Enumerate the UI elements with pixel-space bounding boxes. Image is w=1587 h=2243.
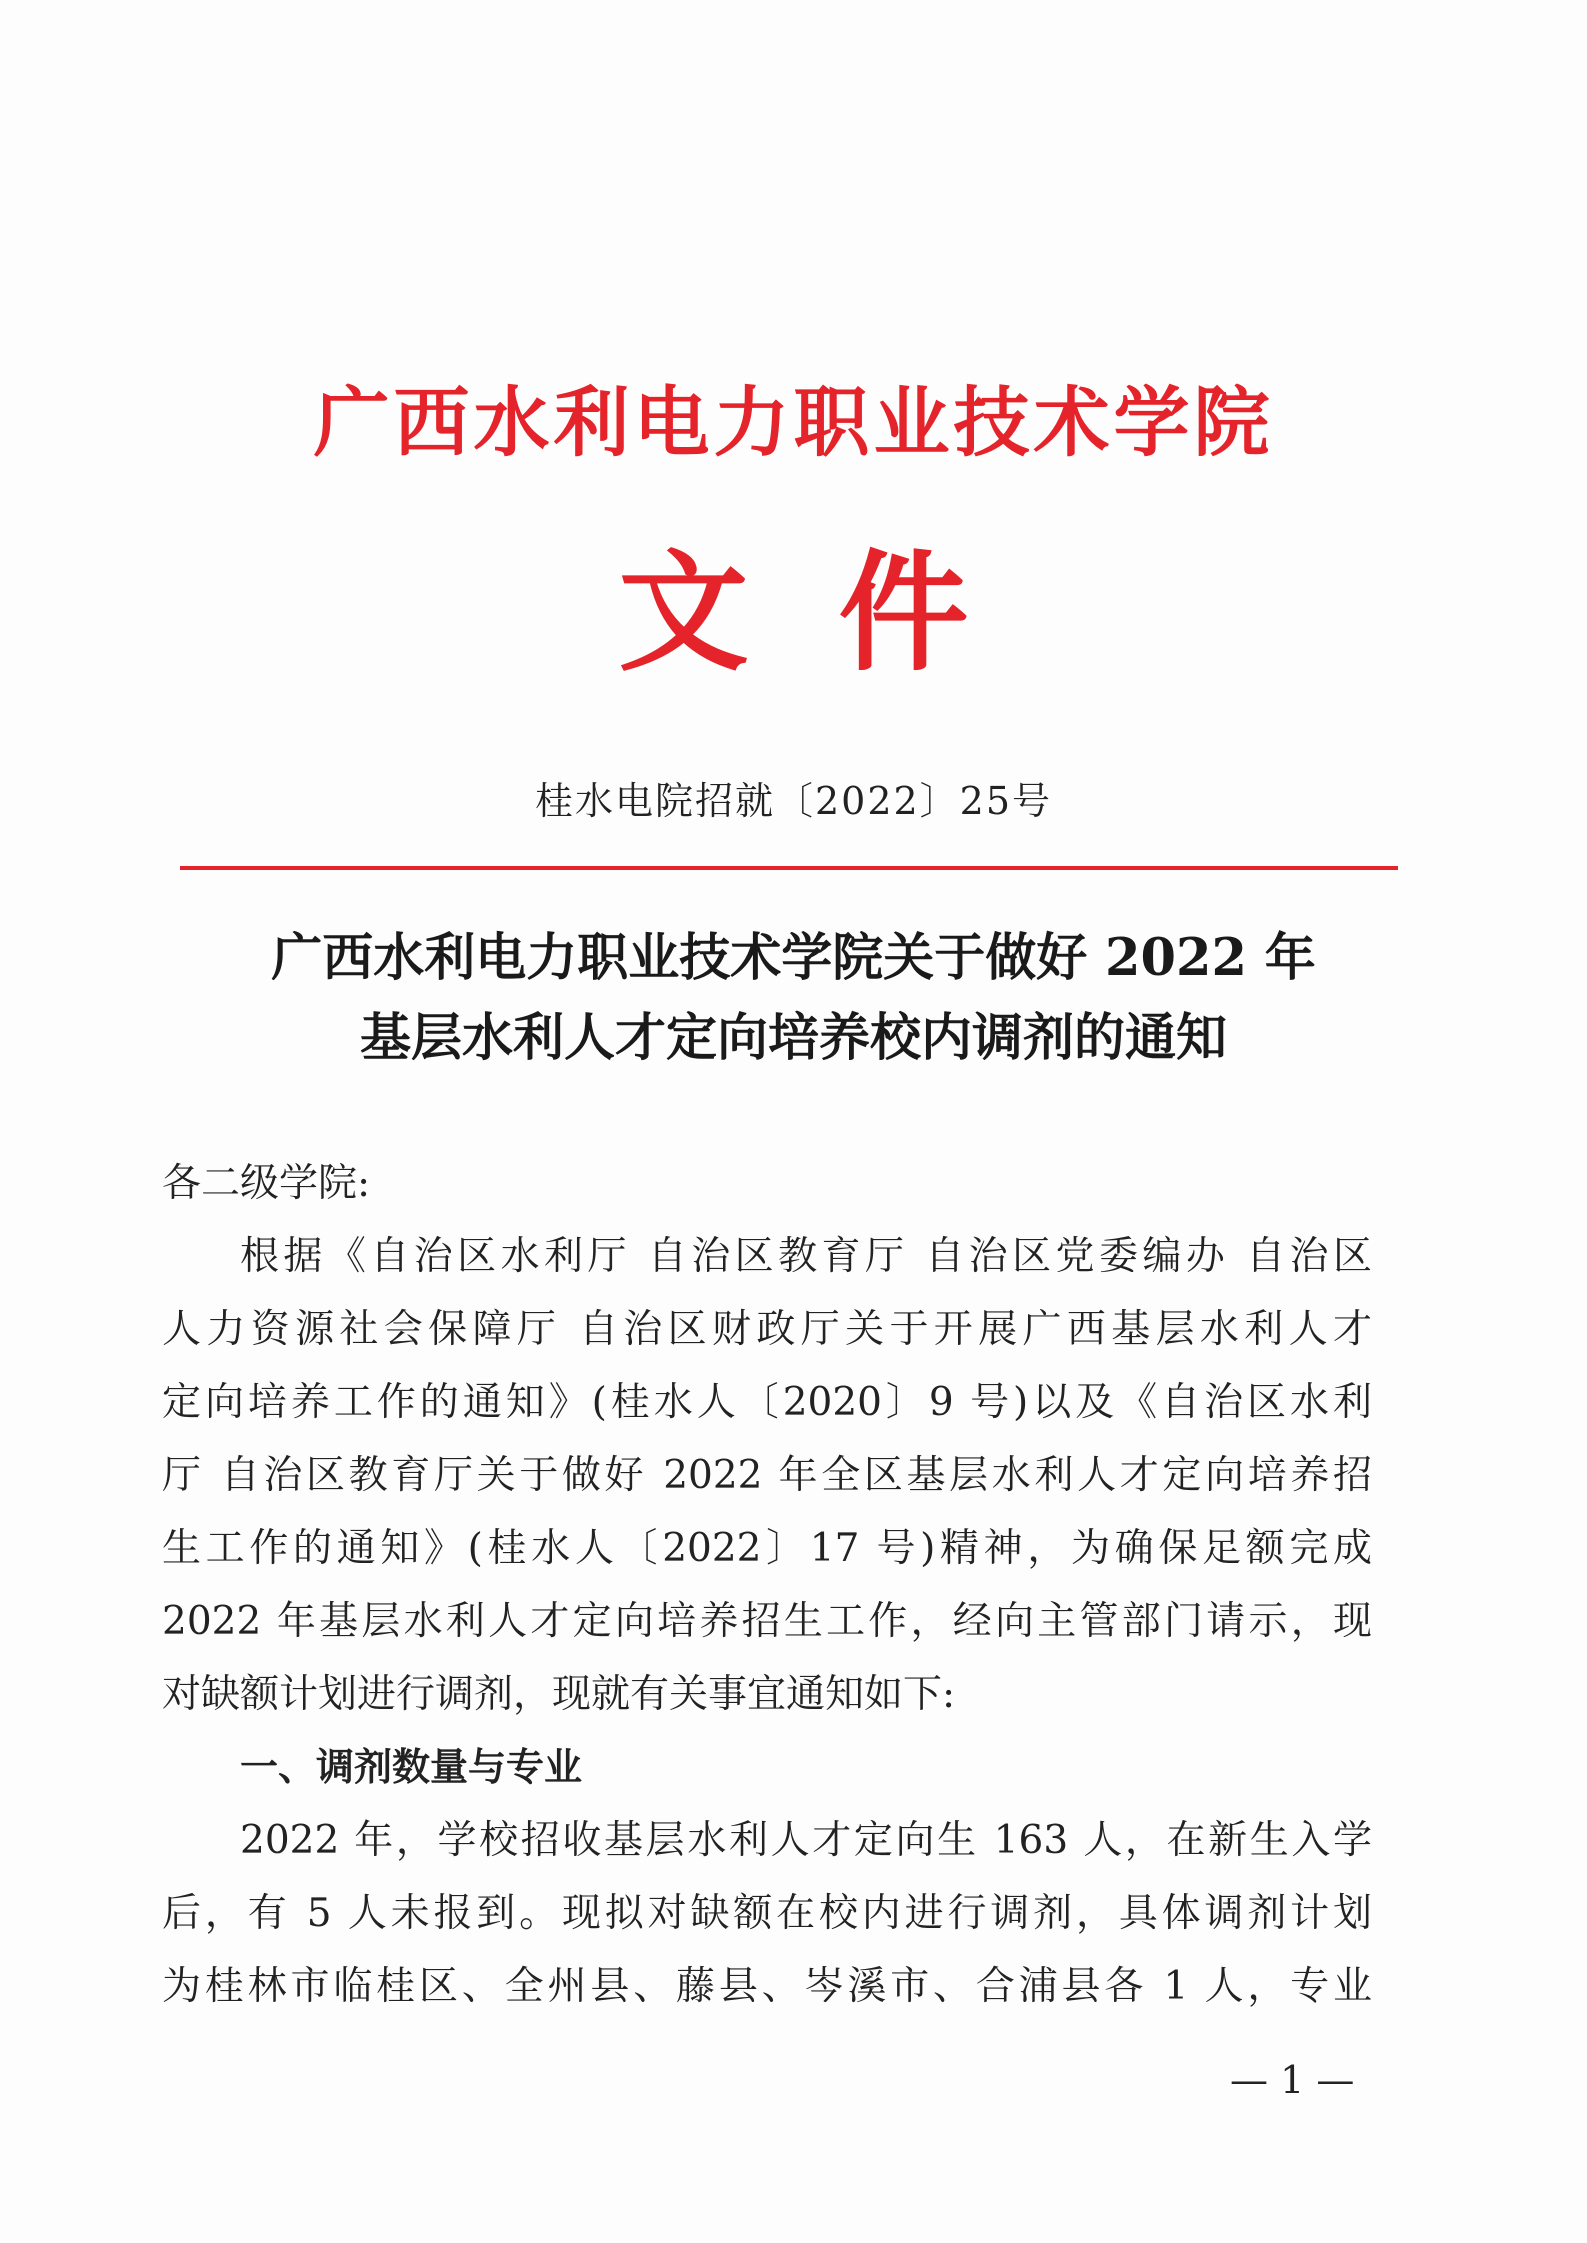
document-body: [162, 1147, 1372, 2023]
paragraph-1-line-3: 定向培养工作的通知》(桂水人〔2020〕9 号)以及《自治区水利: [162, 1380, 1372, 1425]
title-line-1: 广西水利电力职业技术学院关于做好 2022 年: [271, 928, 1316, 988]
paragraph-1-line-4: 厅 自治区教育厅关于做好 2022 年全区基层水利人才定向培养招: [162, 1453, 1372, 1498]
issuing-organization: 广西水利电力职业技术学院: [313, 378, 1274, 467]
paragraph-1: [162, 1220, 1372, 1731]
document-type-heading: 文件: [618, 536, 1059, 689]
paragraph-1-line-7: 对缺额计划进行调剂，现就有关事宜通知如下:: [162, 1672, 956, 1717]
paragraph-1-line-1: 根据《自治区水利厅 自治区教育厅 自治区党委编办 自治区: [240, 1234, 1372, 1279]
paragraph-2-line-1: 2022 年，学校招收基层水利人才定向生 163 人，在新生入学: [240, 1818, 1372, 1863]
paragraph-2: [162, 1804, 1372, 2023]
document-number: 桂水电院招就〔2022〕25号: [534, 779, 1053, 823]
paragraph-2-line-2: 后，有 5 人未报到。现拟对缺额在校内进行调剂，具体调剂计划: [162, 1891, 1372, 1936]
section-1-heading: 一、调剂数量与专业: [240, 1745, 583, 1789]
salutation: 各二级学院:: [162, 1161, 371, 1206]
paragraph-1-line-6: 2022 年基层水利人才定向培养招生工作，经向主管部门请示，现: [162, 1599, 1372, 1644]
document-title: [0, 918, 1587, 1078]
page-number: — 1 —: [1230, 2058, 1355, 2102]
paragraph-1-line-5: 生工作的通知》(桂水人〔2022〕17 号)精神，为确保足额完成: [162, 1526, 1372, 1571]
paragraph-1-line-2: 人力资源社会保障厅 自治区财政厅关于开展广西基层水利人才: [162, 1307, 1372, 1352]
red-separator-rule: [180, 866, 1398, 870]
title-line-2: 基层水利人才定向培养校内调剂的通知: [359, 1008, 1227, 1068]
paragraph-2-line-3: 为桂林市临桂区、全州县、藤县、岑溪市、合浦县各 1 人，专业: [162, 1964, 1372, 2009]
